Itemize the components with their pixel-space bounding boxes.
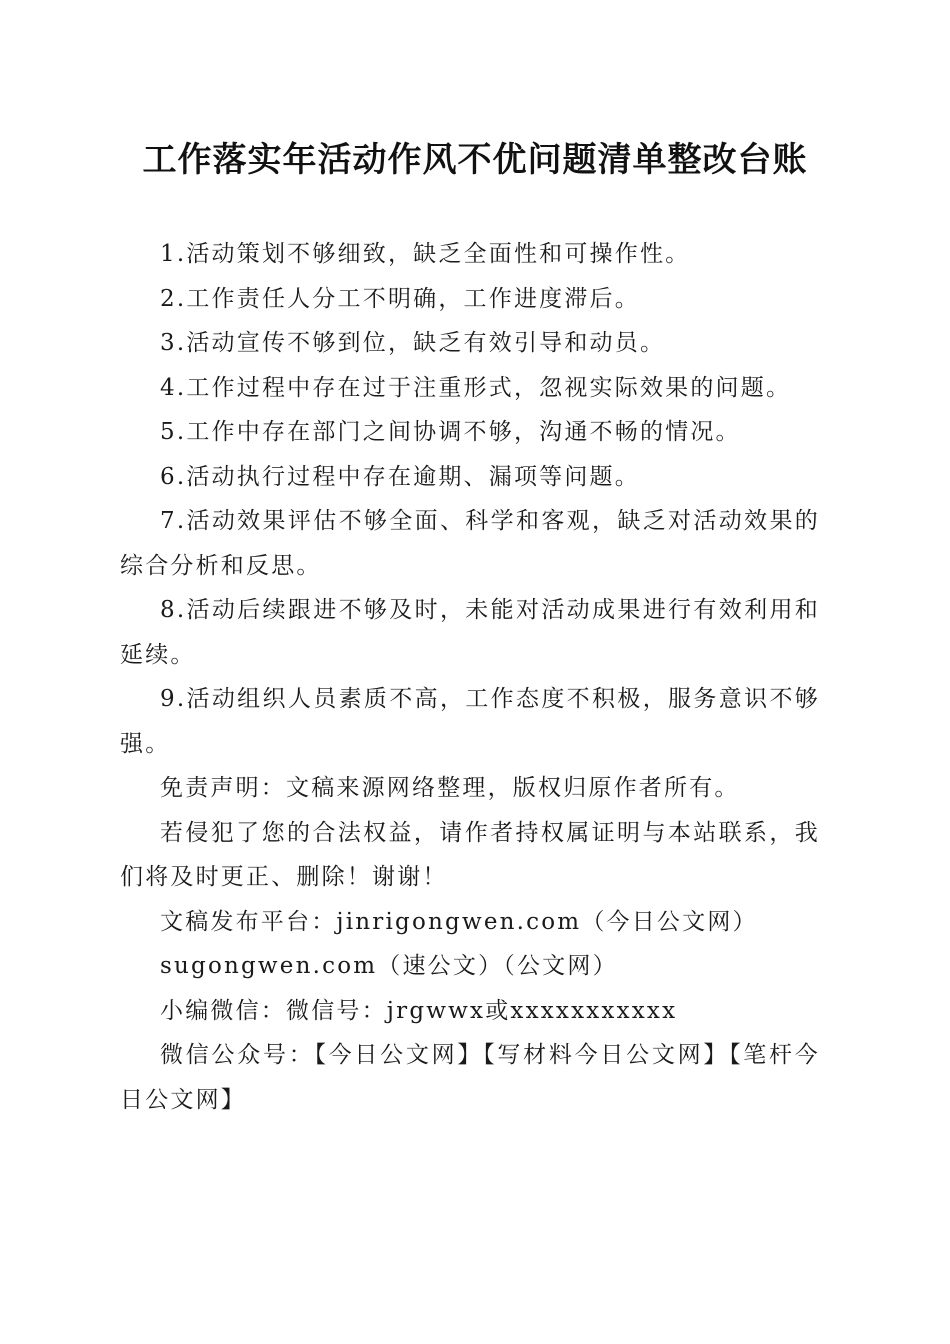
paragraph-item-3: 3.活动宣传不够到位，缺乏有效引导和动员。 (160, 330, 666, 356)
disclaimer-text: 免责声明：文稿来源网络整理，版权归原作者所有。 (160, 775, 740, 801)
document-title: 工作落实年活动作风不优问题清单整改台账 (142, 140, 808, 180)
paragraph-item-4: 4.工作过程中存在过于注重形式，忽视实际效果的问题。 (160, 374, 792, 401)
infringement-notice: 若侵犯了您的合法权益，请作者持权属证明与本站联系，我们将及时更正、删除！谢谢！ (120, 819, 820, 890)
paragraph-item-8: 8.活动后续跟进不够及时，未能对活动成果进行有效利用和延续。 (120, 597, 820, 668)
paragraph-item-1: 1.活动策划不够细致，缺乏全面性和可操作性。 (160, 241, 691, 267)
paragraph-item-2: 2.工作责任人分工不明确，工作进度滞后。 (160, 285, 640, 312)
wechat-official-accounts-text: 微信公众号：【今日公文网】【写材料今日公文网】【笔杆今日公文网】 (120, 1042, 820, 1113)
document-body (120, 232, 820, 1122)
editor-wechat-text: 小编微信：微信号：jrgwwx或xxxxxxxxxxx (160, 997, 678, 1024)
sugongwen-site-text: sugongwen.com（速公文）（公文网） (160, 953, 618, 979)
paragraph-item-9: 9.活动组织人员素质不高，工作态度不积极，服务意识不够强。 (120, 686, 820, 757)
publish-platform-text: 文稿发布平台：jinrigongwen.com（今日公文网） (160, 908, 758, 935)
paragraph-item-7: 7.活动效果评估不够全面、科学和客观，缺乏对活动效果的综合分析和反思。 (120, 508, 820, 579)
paragraph-item-5: 5.工作中存在部门之间协调不够，沟通不畅的情况。 (160, 419, 741, 445)
paragraph-item-6: 6.活动执行过程中存在逾期、漏项等问题。 (160, 463, 640, 490)
